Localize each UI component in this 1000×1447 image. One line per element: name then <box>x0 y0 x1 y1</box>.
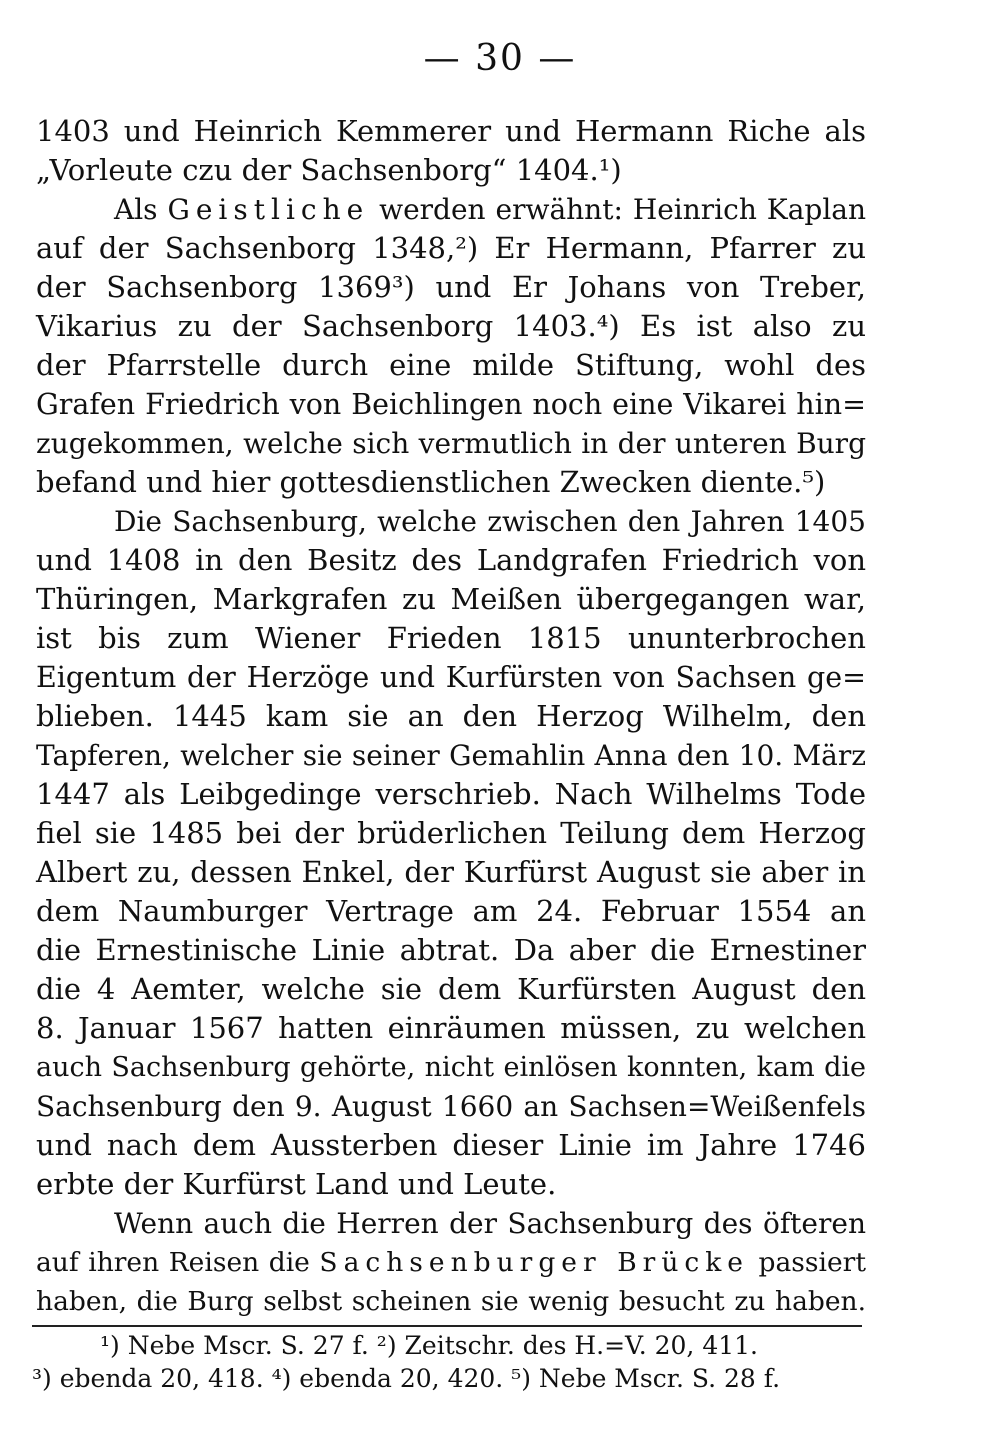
text-line: die 4 Aemter, welche sie dem Kurfürsten August den <box>36 972 866 1006</box>
text-line: Albert zu, dessen Enkel, der Kurfürst August sie aber in <box>36 855 866 889</box>
text-line: Eigentum der Herzöge und Kurfürsten von Sachsen ge= <box>36 661 866 694</box>
emphasized-term: Sachsenburger Brücke <box>319 1247 749 1278</box>
text-line: Tapferen, welcher sie seiner Gemahlin Anna den 10. März <box>36 739 866 772</box>
page-number: — 30 — <box>423 38 577 79</box>
text-line: die Ernestinische Linie abtrat. Da aber die Ernestiner <box>36 933 866 967</box>
text-segment: auf ihren Reisen die <box>36 1247 320 1278</box>
text-line: blieben. 1445 kam sie an den Herzog Wilhelm, den <box>36 699 866 733</box>
text-line: und nach dem Aussterben dieser Linie im Jahre 1746 <box>36 1128 866 1162</box>
text-line: und 1408 in den Besitz des Landgrafen Friedrich von <box>36 543 866 577</box>
text-line: ist bis zum Wiener Frieden 1815 ununterbrochen <box>36 621 866 655</box>
text-segment: Als <box>114 193 168 226</box>
text-segment: passiert <box>749 1247 866 1278</box>
text-line: dem Naumburger Vertrage am 24. Februar 1554 an <box>36 894 866 928</box>
footnote-line: ¹) Nebe Mscr. S. 27 f. ²) Zeitschr. des H.=V. 20, 411. <box>100 1331 758 1360</box>
footnote-line: ³) ebenda 20, 418. ⁴) ebenda 20, 420. ⁵) Nebe Mscr. S. 28 f. <box>32 1364 781 1393</box>
text-line <box>36 1243 866 1282</box>
text-line: zugekommen, welche sich vermutlich in der unteren Burg <box>36 427 866 460</box>
text-line: 1403 und Heinrich Kemmerer und Hermann Riche als <box>36 114 866 148</box>
text-line: der Pfarrstelle durch eine milde Stiftung, wohl des <box>36 348 866 382</box>
text-line: Die Sachsenburg, welche zwischen den Jahren 1405 <box>114 505 866 538</box>
text-line: auf der Sachsenborg 1348,²) Er Hermann, Pfarrer zu <box>36 231 866 265</box>
text-line: erbte der Kurfürst Land und Leute. <box>36 1167 557 1201</box>
text-line: Grafen Friedrich von Beichlingen noch eine Vikarei hin= <box>36 388 866 421</box>
footnotes <box>32 1325 862 1395</box>
text-line: „Vorleute czu der Sachsenborg“ 1404.¹) <box>36 153 622 187</box>
text-line <box>36 190 866 229</box>
text-line: auch Sachsenburg gehörte, nicht einlösen konnten, kam die <box>36 1052 866 1083</box>
text-line: der Sachsenborg 1369³) und Er Johans von Treber, <box>36 270 866 304</box>
text-line: 1447 als Leibgedinge verschrieb. Nach Wilhelms Tode <box>36 777 866 811</box>
text-line: Wenn auch die Herren der Sachsenburg des öfteren <box>114 1207 866 1240</box>
text-line: Sachsenburg den 9. August 1660 an Sachsen=Weißenfels <box>36 1090 866 1123</box>
text-line: befand und hier gottesdienstlichen Zwecken diente.⁵) <box>36 465 826 499</box>
text-line: Thüringen, Markgrafen zu Meißen übergegangen war, <box>36 582 866 616</box>
emphasized-term: Geistliche <box>167 193 370 226</box>
text-segment: werden erwähnt: Heinrich Kaplan <box>369 193 866 226</box>
text-line: Vikarius zu der Sachsenborg 1403.⁴) Es ist also zu <box>36 309 866 343</box>
text-line: fiel sie 1485 bei der brüderlichen Teilung dem Herzog <box>36 816 866 850</box>
body-text <box>36 112 866 1321</box>
text-line: haben, die Burg selbst scheinen sie wenig besucht zu haben. <box>36 1286 866 1317</box>
text-line: 8. Januar 1567 hatten einräumen müssen, zu welchen <box>36 1011 866 1045</box>
